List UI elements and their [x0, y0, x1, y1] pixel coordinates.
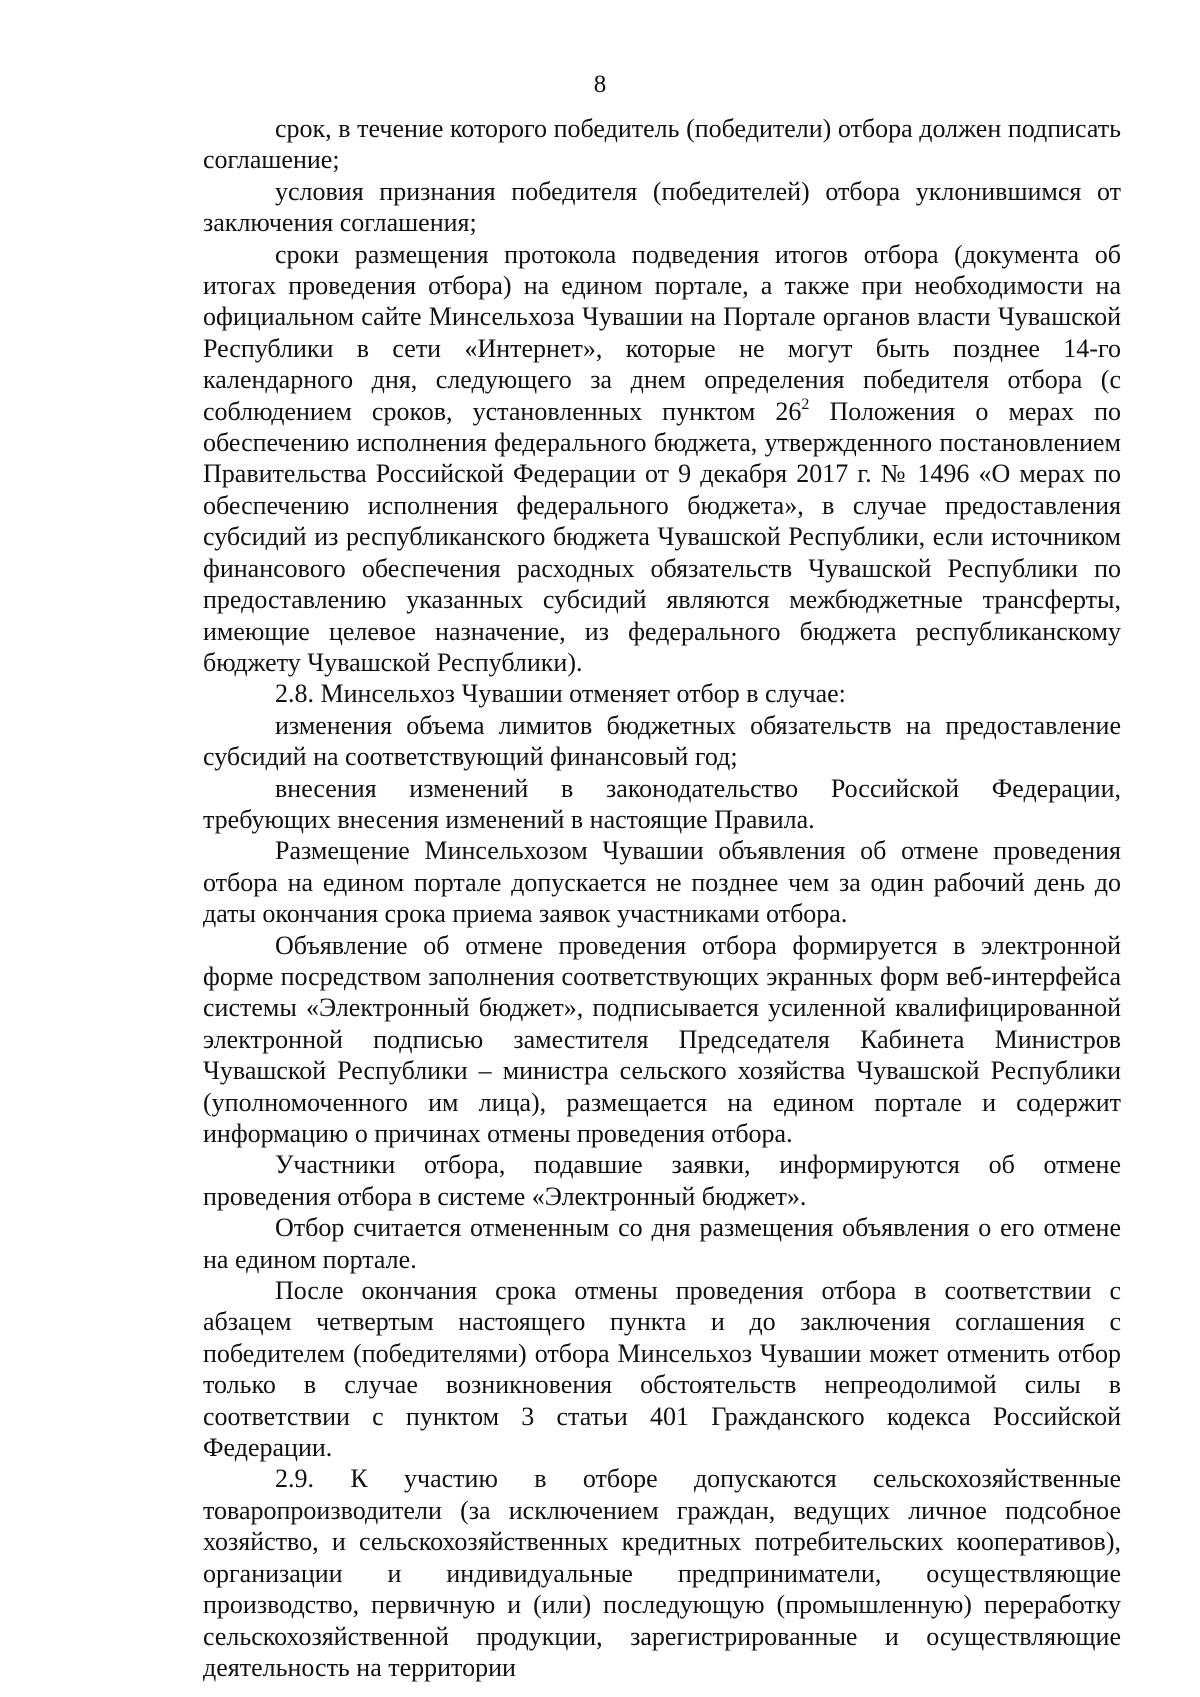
paragraph-participants-informed: Участники отбора, подавшие заявки, информируются об отмене проведения отбора в системе «Электронный бюджет».: [203, 1150, 1121, 1211]
paragraph-cancellation-effective: Отбор считается отмененным со дня размещения объявления о его отмене на едином портале.: [203, 1213, 1121, 1274]
paragraph-section-2-9: 2.9. К участию в отборе допускаются сельскохозяйственные товаропроизводители (за исключением граждан, ведущих личное подсобное хозяйство, и сельскохозяйственных кредитных потребительских кооперативов), организации и индивидуальные предприниматели, осуществляющие производство, первичную и (или) последующую (промышленную) переработку сельскохозяйственной продукции, зарегистрированные и осуществляющие деятельность на территории: [203, 1464, 1121, 1682]
paragraph-signing-deadline: срок, в течение которого победитель (победители) отбора должен подписать соглашение;: [203, 114, 1121, 175]
paragraph-text: сроки размещения протокола подведения итогов отбора (документа об итогах проведения отбора) на едином портале, а также при необходимости на официальном сайте Минсельхоза Чувашии на Портале органов власти Чувашской Республики в сети «Интернет», которые не могут быть позднее 14-го календарного дня, следующего за днем определения победителя отбора (с соблюдением сроков, установленных пунктом 26: [203, 239, 1121, 426]
paragraph-text: Положения о мерах по обеспечению исполнения федерального бюджета, утвержденного постановлением Правительства Российской Федерации от 9 декабря 2017 г. № 1496 «О мерах по обеспечению исполнения федерального бюджета», в случае предоставления субсидий из республиканского бюджета Чувашской Республики, если источником финансового обеспечения расходных обязательств Чувашской Республики по предоставлению указанных субсидий являются межбюджетные трансферты, имеющие целевое назначение, из федерального бюджета республиканскому бюджету Чувашской Республики).: [203, 396, 1121, 677]
paragraph-force-majeure: После окончания срока отмены проведения отбора в соответствии с абзацем четвертым настоящего пункта и до заключения соглашения с победителем (победителями) отбора Минсельхоз Чувашии может отменить отбор только в случае возникновения обстоятельств непреодолимой силы в соответствии с пунктом 3 статьи 401 Гражданского кодекса Российской Федерации.: [203, 1276, 1121, 1463]
superscript-index: 2: [801, 395, 810, 413]
paragraph-protocol-deadlines: [203, 239, 1121, 679]
paragraph-cancellation-posting: Размещение Минсельхозом Чувашии объявления об отмене проведения отбора на едином портале допускается не позднее чем за один рабочий день до даты окончания срока приема заявок участниками отбора.: [203, 836, 1121, 929]
paragraph-evasion-conditions: условия признания победителя (победителей) отбора уклонившимся от заключения соглашения;: [203, 176, 1121, 238]
paragraph-legislation-changes: внесения изменений в законодательство Российской Федерации, требующих внесения изменений в настоящие Правила.: [203, 773, 1121, 834]
page-number: 8: [593, 71, 607, 98]
paragraph-section-2-8: 2.8. Минсельхоз Чувашии отменяет отбор в случае:: [275, 679, 846, 709]
document-body: [203, 113, 1121, 1683]
paragraph-cancellation-notice: Объявление об отмене проведения отбора формируется в электронной форме посредством заполнения соответствующих экранных форм веб-интерфейса системы «Электронный бюджет», подписывается усиленной квалифицированной электронной подписью заместителя Председателя Кабинета Министров Чувашской Республики – министра сельского хозяйства Чувашской Республики (уполномоченного им лица), размещается на едином портале и содержит информацию о причинах отмены проведения отбора.: [203, 930, 1121, 1148]
paragraph-limit-changes: изменения объема лимитов бюджетных обязательств на предоставление субсидий на соответствующий финансовый год;: [203, 710, 1121, 772]
